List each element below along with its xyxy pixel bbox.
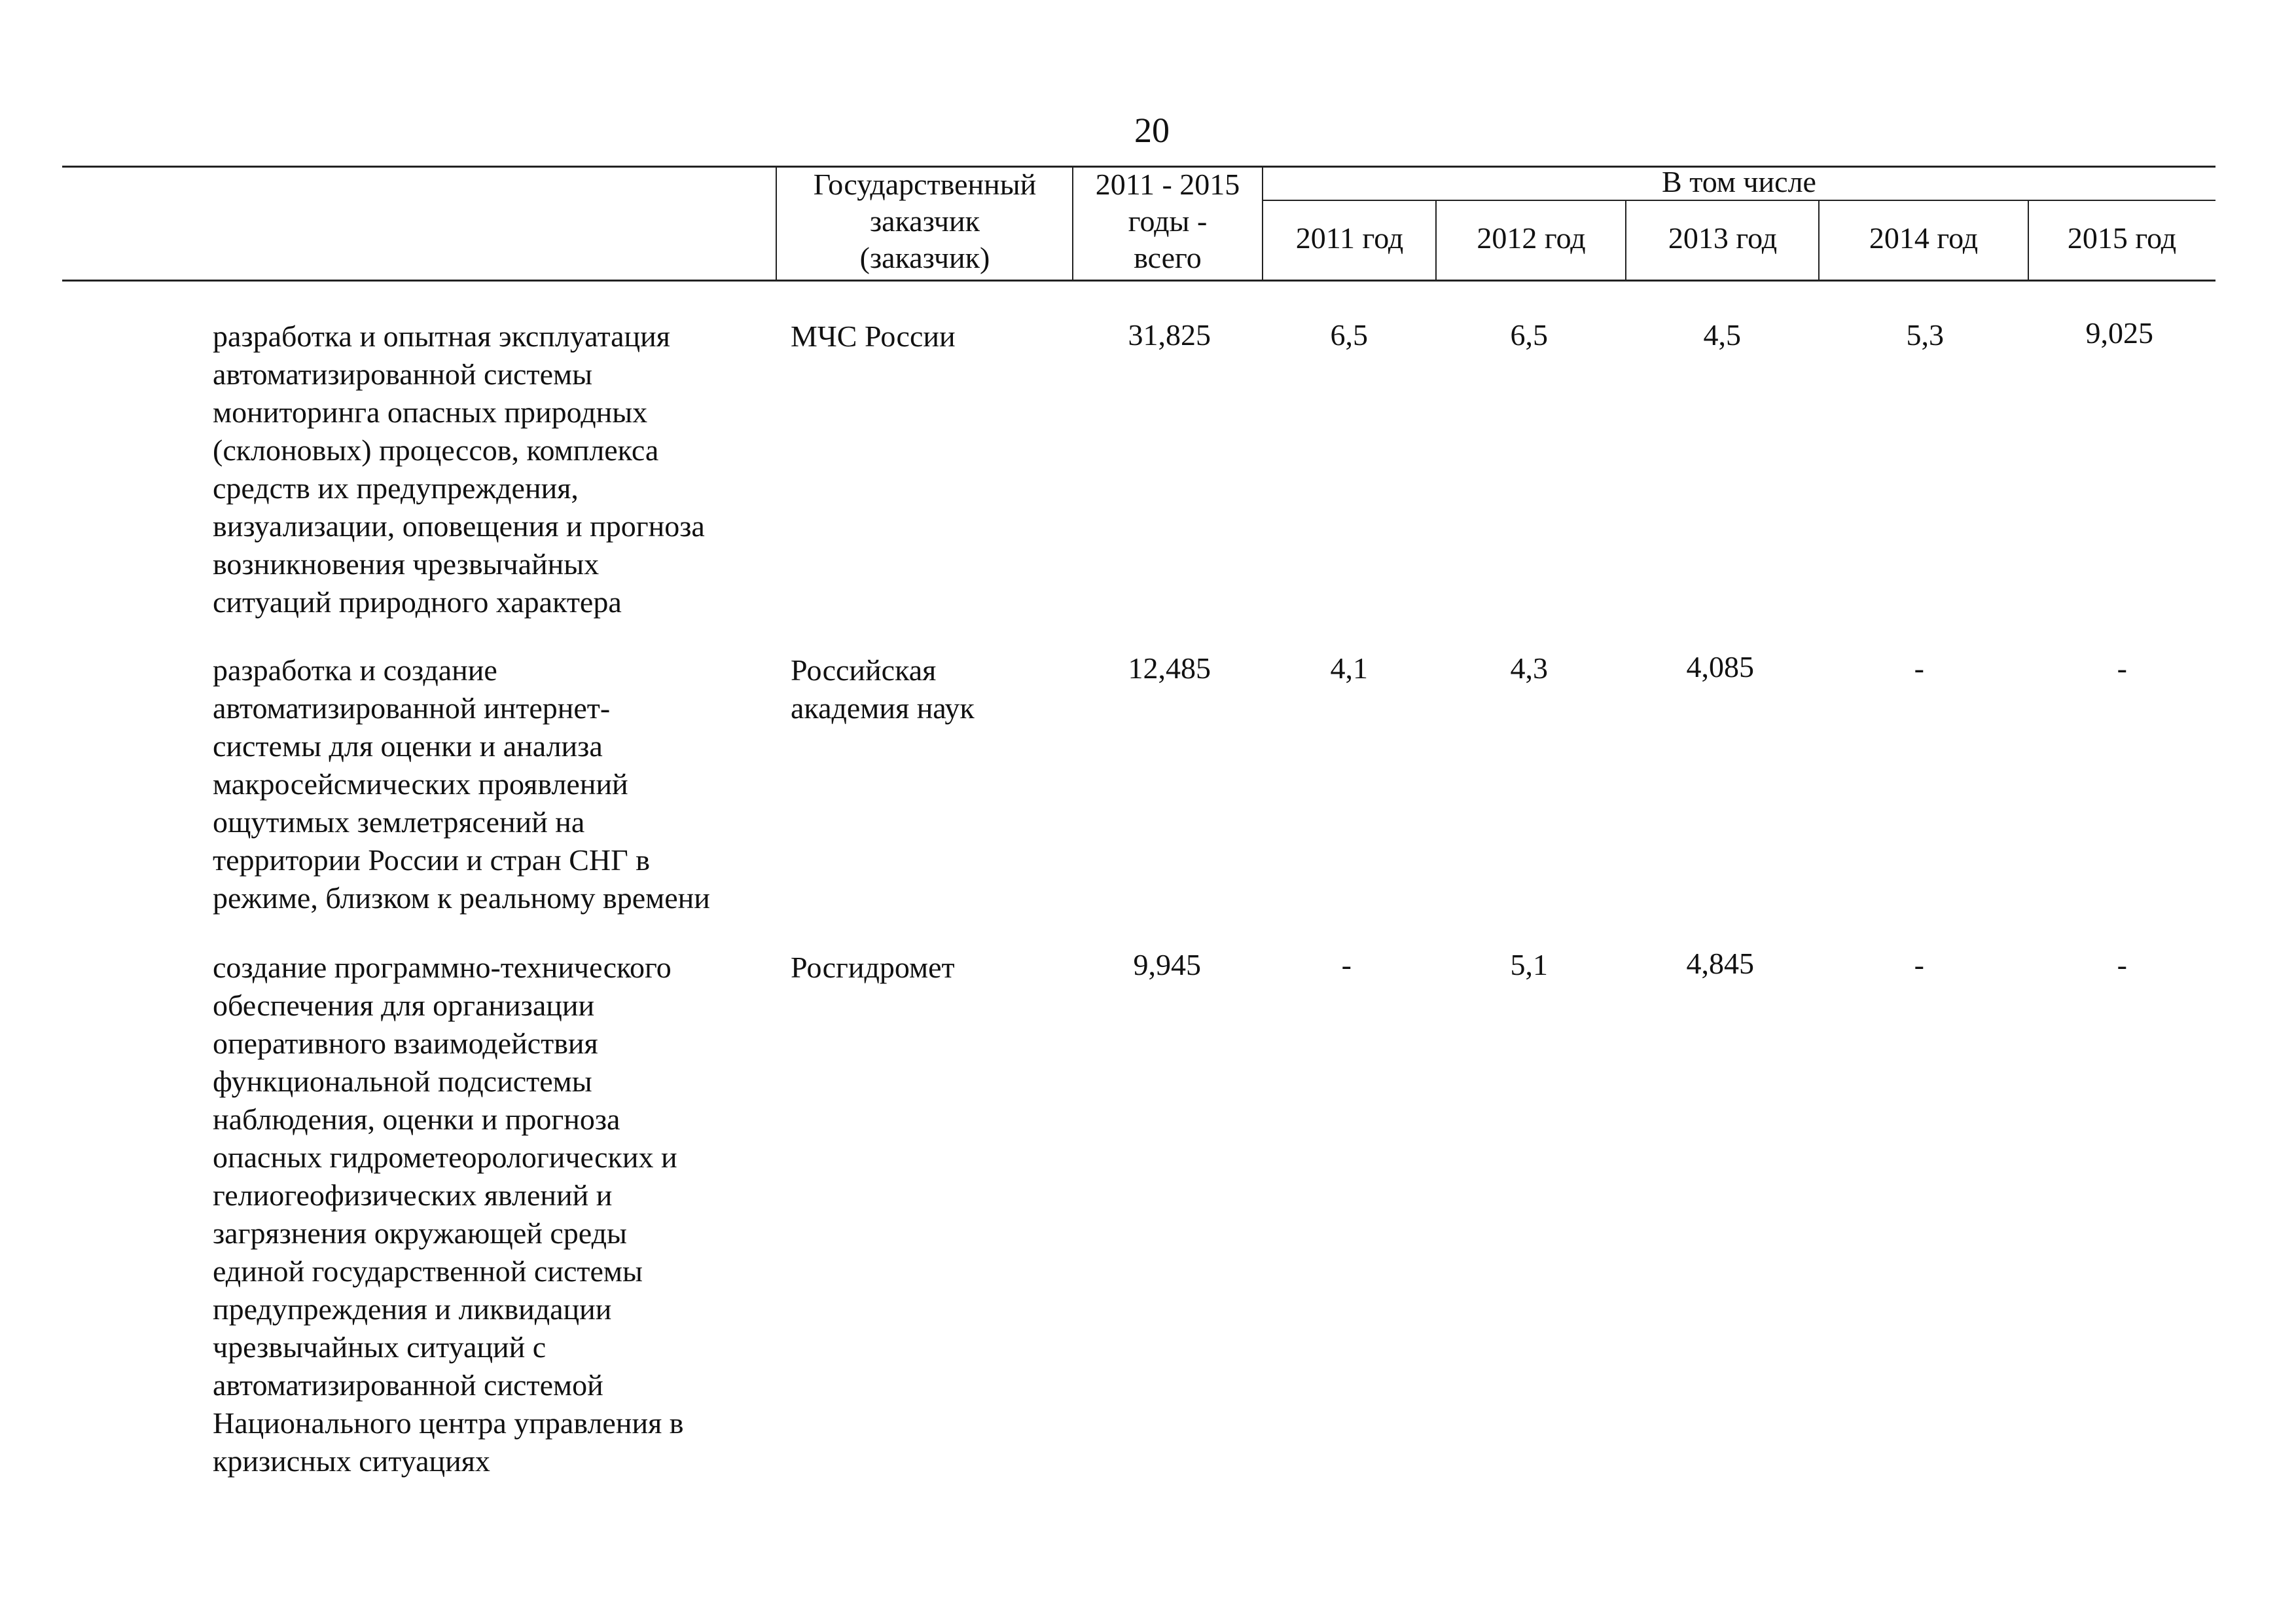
divider-2013: [1625, 200, 1626, 281]
row-2-2015: -: [2117, 651, 2127, 685]
row-1-2015: 9,025: [2085, 316, 2153, 350]
row-3-total: 9,945: [1133, 948, 1201, 981]
divider-total-left: [1072, 166, 1073, 281]
divider-years-left: [1262, 166, 1263, 281]
row-1-description: разработка и опытная эксплуатация автоматизированной системы мониторинга опасных природных (склоновых) процессов, комплекса средств их предупреждения, визуализации, оповещения и прогноза возникновения чрезвычайных ситуаций природного характера: [213, 319, 705, 619]
row-3-2015: -: [2117, 948, 2127, 981]
header-year-2012: 2012 год: [1477, 221, 1586, 255]
row-3-2014: -: [1914, 948, 1924, 981]
row-2-description: разработка и создание автоматизированной интернет- системы для оценки и анализа макросейсмических проявлений ощутимых землетрясений на территории России и стран СНГ в режиме, близком к реальному времени: [213, 653, 710, 915]
row-1-2011: 6,5: [1330, 318, 1368, 352]
header-year-2014: 2014 год: [1869, 221, 1979, 255]
header-year-2013: 2013 год: [1668, 221, 1778, 255]
row-1-2013: 4,5: [1703, 318, 1741, 352]
row-2-total: 12,485: [1128, 651, 1211, 685]
divider-2015: [2028, 200, 2029, 281]
row-1-2014: 5,3: [1906, 318, 1944, 352]
row-2-2012: 4,3: [1510, 651, 1548, 685]
divider-2014: [1818, 200, 1820, 281]
header-year-2015: 2015 год: [2067, 221, 2177, 255]
divider-2012: [1435, 200, 1437, 281]
row-1-total: 31,825: [1128, 318, 1211, 352]
row-3-customer: Росгидромет: [791, 951, 955, 984]
row-2-customer: Российская академия наук: [791, 653, 975, 725]
page-number: 20: [1134, 111, 1170, 150]
header-customer: Государственный заказчик (заказчик): [813, 168, 1037, 274]
header-year-2011: 2011 год: [1295, 221, 1404, 255]
row-3-2012: 5,1: [1510, 948, 1548, 981]
divider-customer-left: [776, 166, 777, 281]
row-3-2011: -: [1341, 948, 1352, 981]
row-3-description: создание программно-технического обеспечения для организации оперативного взаимодействия функциональной подсистемы наблюдения, оценки и прогноза опасных гидрометеорологических и гелиогеофизических явлений и загрязнения окружающей среды единой государственной системы предупреждения и ликвидации чрезвычайных ситуаций с автоматизированной системой Национального центра управления в кризисных ситуациях: [213, 951, 684, 1478]
header-total: 2011 - 2015 годы - всего: [1095, 168, 1240, 274]
header-including: В том числе: [1662, 165, 1816, 198]
row-1-2012: 6,5: [1510, 318, 1548, 352]
row-2-2011: 4,1: [1330, 651, 1368, 685]
row-3-2013: 4,845: [1686, 947, 1754, 980]
row-2-2013: 4,085: [1686, 650, 1754, 684]
row-2-2014: -: [1914, 651, 1924, 685]
header-bottom-rule: [62, 280, 2215, 282]
row-1-customer: МЧС России: [791, 319, 956, 353]
